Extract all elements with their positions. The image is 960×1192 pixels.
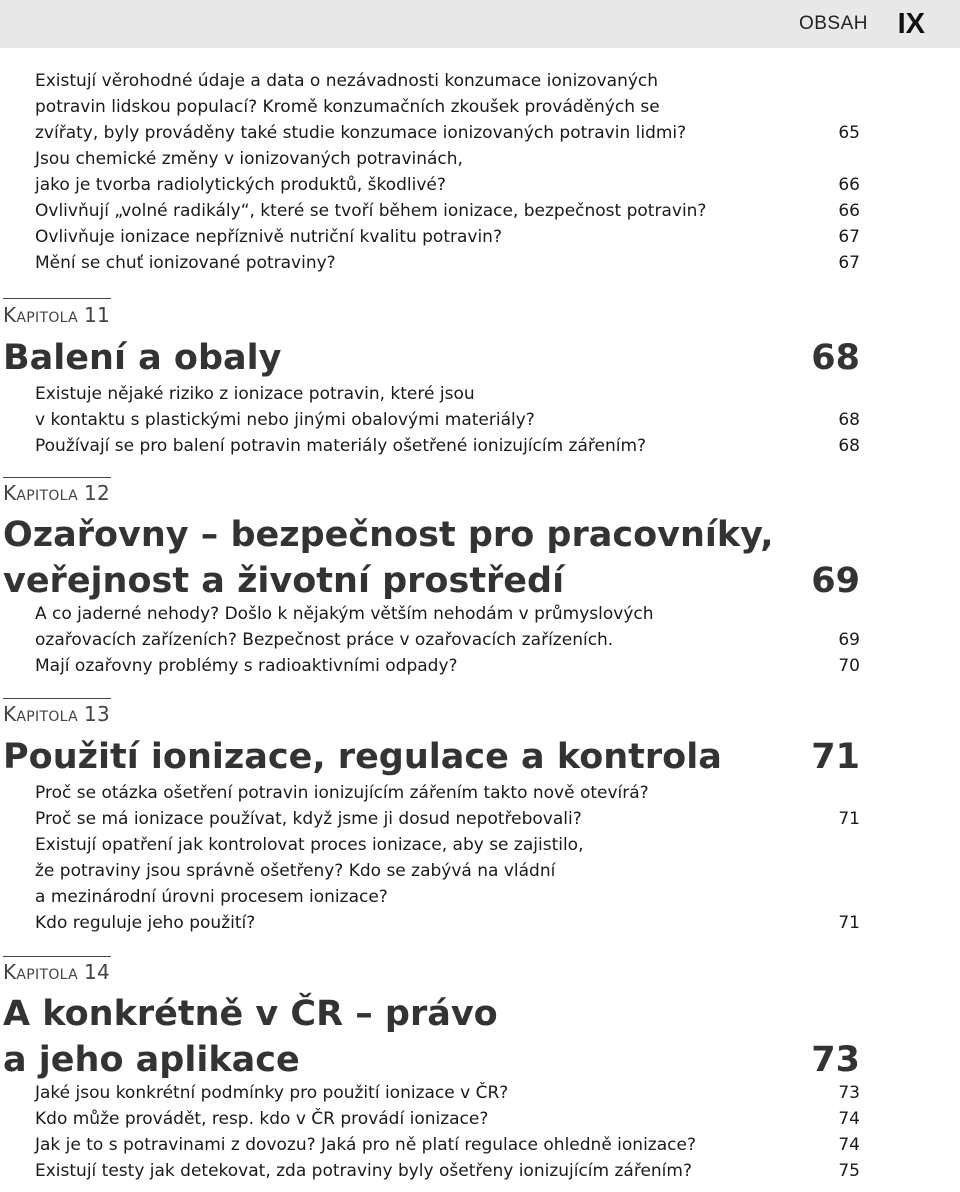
chapter-title-text: a jeho aplikace [3, 1040, 300, 1080]
chapter-label [3, 702, 110, 726]
toc-entry-text: Existují testy jak detekovat, zda potraviny byly ošetřeny ionizujícím zářením? [35, 1161, 692, 1181]
toc-entry-page: 75 [838, 1161, 860, 1181]
toc-entry[interactable] [35, 1132, 860, 1158]
chapter-title-text: veřejnost a životní prostředí [3, 561, 565, 601]
toc-entry-page: 67 [838, 253, 860, 273]
toc-entry-text: potravin lidskou populací? Kromě konzumačních zkoušek prováděných se [35, 97, 660, 117]
chapter-label-word: APITOLA [16, 709, 78, 725]
chapter-number: 13 [83, 702, 111, 726]
toc-entry[interactable] [35, 381, 860, 433]
toc-entry-text: ozařovacích zařízeních? Bezpečnost práce v ozařovacích zařízeních. [35, 630, 614, 650]
chapter-label-word: APITOLA [16, 310, 78, 326]
chapter-title[interactable] [3, 335, 860, 381]
chapter-label-word: APITOLA [16, 967, 78, 983]
toc-entry[interactable] [35, 653, 860, 679]
toc-entry-page: 68 [838, 436, 860, 456]
chapter-number: 14 [83, 960, 111, 984]
toc-entry-page: 65 [838, 123, 860, 143]
toc-entry-text: jako je tvorba radiolytických produktů, škodlivé? [35, 175, 446, 195]
toc-entry-text: Jak je to s potravinami z dovozu? Jaká pro ně platí regulace ohledně ionizace? [35, 1135, 696, 1155]
toc-entry-page: 74 [838, 1135, 860, 1155]
toc-entry[interactable] [35, 224, 860, 250]
toc-entry-text: v kontaktu s plastickými nebo jinými obalovými materiály? [35, 410, 535, 430]
toc-entry-text: Používají se pro balení potravin materiály ošetřené ionizujícím zářením? [35, 436, 647, 456]
toc-entry[interactable] [35, 1080, 860, 1106]
toc-entry[interactable] [35, 250, 860, 276]
toc-entry-page: 73 [838, 1083, 860, 1103]
toc-entry-page: 71 [838, 913, 860, 933]
toc-entry-text: a mezinárodní úrovni procesem ionizace? [35, 887, 388, 907]
chapter-label-initial: K [3, 702, 17, 726]
chapter-label-initial: K [3, 960, 17, 984]
toc-entry-text: že potraviny jsou správně ošetřeny? Kdo se zabývá na vládní [35, 861, 556, 881]
toc-entry-text: Mění se chuť ionizované potraviny? [35, 253, 336, 273]
toc-entry-page: 66 [838, 175, 860, 195]
toc-entry-page: 67 [838, 227, 860, 247]
chapter-label [3, 481, 110, 505]
chapter-title[interactable] [3, 512, 860, 604]
toc-entry-text: Kdo reguluje jeho použití? [35, 913, 256, 933]
toc-entry-page: 66 [838, 201, 860, 221]
running-head-section: OBSAH [798, 13, 868, 34]
toc-entry-text: Ovlivňují „volné radikály“, které se tvoří během ionizace, bezpečnost potravin? [35, 201, 707, 221]
toc-entry-text: Proč se otázka ošetření potravin ionizujícím zářením takto nově otevírá? [35, 783, 649, 803]
toc-entry-text: A co jaderné nehody? Došlo k nějakým větším nehodám v průmyslových [35, 604, 654, 624]
chapter-title[interactable] [3, 734, 860, 780]
chapter-rule [3, 298, 111, 299]
toc-entry[interactable] [35, 146, 860, 198]
toc-entry-text: Jsou chemické změny v ionizovaných potravinách, [35, 149, 463, 169]
page-number: IX [897, 8, 925, 40]
chapter-label-initial: K [3, 481, 17, 505]
chapter-title-page: 68 [811, 338, 860, 378]
chapter-title-text: Ozařovny – bezpečnost pro pracovníky, [3, 515, 774, 555]
chapter-rule [3, 698, 111, 699]
chapter-label-initial: K [3, 303, 17, 327]
chapter-title-text: Balení a obaly [3, 338, 282, 378]
toc-entry-text: Ovlivňuje ionizace nepříznivě nutriční kvalitu potravin? [35, 227, 502, 247]
toc-entry-text: Existují opatření jak kontrolovat proces ionizace, aby se zajistilo, [35, 835, 584, 855]
toc-entry-text: Jaké jsou konkrétní podmínky pro použití ionizace v ČR? [35, 1083, 509, 1103]
toc-entry-text: zvířaty, byly prováděny také studie konzumace ionizovaných potravin lidmi? [35, 123, 687, 143]
toc-entry[interactable] [35, 198, 860, 224]
toc-entry[interactable] [35, 68, 860, 146]
toc-entry[interactable] [35, 780, 860, 832]
toc-entry-page: 69 [838, 630, 860, 650]
chapter-title[interactable] [3, 991, 860, 1083]
chapter-label-word: APITOLA [16, 488, 78, 504]
toc-entry-page: 74 [838, 1109, 860, 1129]
chapter-title-page: 71 [811, 737, 860, 777]
toc-entry[interactable] [35, 832, 860, 936]
chapter-label [3, 960, 110, 984]
toc-entry[interactable] [35, 1158, 860, 1184]
toc-entry-text: Existují věrohodné údaje a data o nezávadnosti konzumace ionizovaných [35, 71, 659, 91]
toc-entry[interactable] [35, 601, 860, 653]
toc-entry-text: Kdo může provádět, resp. kdo v ČR provádí ionizace? [35, 1109, 489, 1129]
chapter-title-text: Použití ionizace, regulace a kontrola [3, 737, 722, 777]
toc-entry-page: 68 [838, 410, 860, 430]
toc-entry[interactable] [35, 1106, 860, 1132]
chapter-title-page: 73 [811, 1040, 860, 1080]
chapter-rule [3, 477, 111, 478]
toc-entry-text: Mají ozařovny problémy s radioaktivními odpady? [35, 656, 458, 676]
toc-entry-text: Proč se má ionizace používat, když jsme ji dosud nepotřebovali? [35, 809, 582, 829]
chapter-number: 11 [83, 303, 111, 327]
toc-entry-page: 71 [838, 809, 860, 829]
chapter-label [3, 303, 110, 327]
toc-entry[interactable] [35, 433, 860, 459]
toc-entry-text: Existuje nějaké riziko z ionizace potravin, které jsou [35, 384, 475, 404]
chapter-title-page: 69 [811, 561, 860, 601]
toc-entry-page: 70 [838, 656, 860, 676]
chapter-title-text: A konkrétně v ČR – právo [3, 994, 498, 1034]
chapter-rule [3, 956, 111, 957]
chapter-number: 12 [83, 481, 111, 505]
